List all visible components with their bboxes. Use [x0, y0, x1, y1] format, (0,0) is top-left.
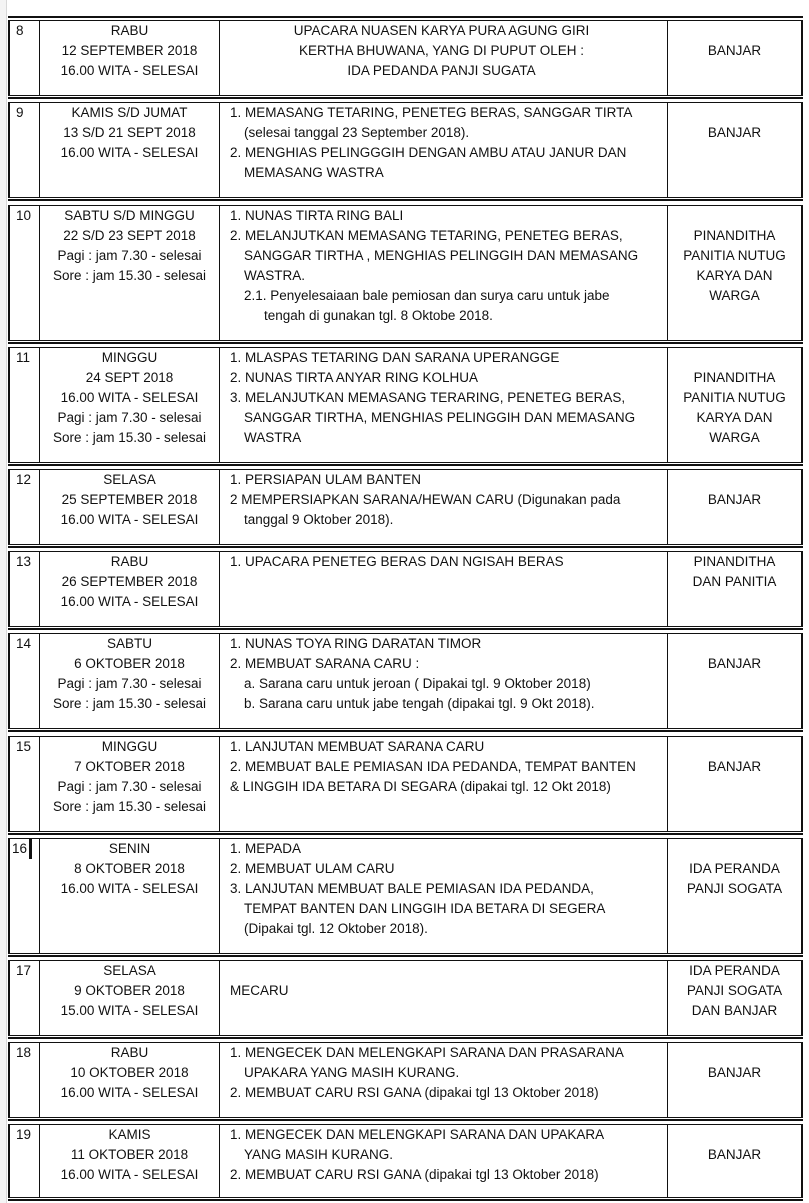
- row-activities: 1. NUNAS TIRTA RING BALI 2. MELANJUTKAN MEMASANG TETARING, PENETEG BERAS, SANGGAR TIRTHA , MENGHIAS PELINGGIH DAN MEMASANG WASTRA. 2.1. Penyelesaiaan bale pemiosan dan surya caru untuk jabe tengah di gunakan tgl. 8 Oktobe 2018.: [220, 206, 668, 340]
- row-responsible: IDA PERANDA PANJI SOGATA DAN BANJAR: [686, 963, 783, 1018]
- row-number: 18: [10, 1043, 40, 1117]
- page-edge: [0, 0, 7, 1203]
- table-row-11: [8, 347, 803, 463]
- row-date: RABU 10 OKTOBER 2018 16.00 WITA - SELESAI: [40, 1043, 220, 1117]
- table-row-19: [8, 1124, 803, 1198]
- table-row-9: [8, 102, 803, 198]
- table-top-border: [8, 16, 803, 18]
- row-responsible: BANJAR: [707, 1065, 762, 1080]
- row-responsible: PINANDITHA PANITIA NUTUG KARYA DAN WARGA: [683, 228, 786, 303]
- table-row-17: [8, 960, 803, 1036]
- row-responsible: BANJAR: [707, 125, 762, 140]
- row-activities: 1. UPACARA PENETEG BERAS DAN NGISAH BERAS: [220, 552, 668, 626]
- row-date: SENIN 8 OKTOBER 2018 16.00 WITA - SELESAI: [40, 839, 220, 953]
- table-row-18: [8, 1042, 803, 1118]
- row-activities: 1. MLASPAS TETARING DAN SARANA UPERANGGE 2. NUNAS TIRTA ANYAR RING KOLHUA 3. MELANJUTKAN MEMASANG TERARING, PENETEG BERAS, SANGGAR TIRTHA, MENGHIAS PELINGGIH DAN MEMASANG WASTRA: [220, 348, 668, 462]
- row-responsible: IDA PERANDA PANJI SOGATA: [686, 861, 783, 896]
- row-date: RABU 12 SEPTEMBER 2018 16.00 WITA - SELESAI: [40, 21, 220, 95]
- row-responsible: BANJAR: [707, 43, 762, 58]
- row-responsible: BANJAR: [707, 1147, 762, 1162]
- row-number: 17: [10, 961, 40, 1035]
- row-number: 8: [10, 21, 40, 95]
- row-activities: 1. MENGECEK DAN MELENGKAPI SARANA DAN UPAKARA YANG MASIH KURANG. 2. MEMBUAT CARU RSI GANA (dipakai tgl 13 Oktober 2018): [220, 1125, 668, 1197]
- row-activities: UPACARA NUASEN KARYA PURA AGUNG GIRI KERTHA BHUWANA, YANG DI PUPUT OLEH : IDA PEDANDA PANJI SUGATA: [220, 21, 668, 95]
- row-number: 14: [10, 634, 40, 728]
- row-date: SELASA 9 OKTOBER 2018 15.00 WITA - SELESAI: [40, 961, 220, 1035]
- table-row-10: [8, 205, 803, 341]
- row-activities: 1. MEPADA 2. MEMBUAT ULAM CARU 3. LANJUTAN MEMBUAT BALE PEMIASAN IDA PEDANDA, TEMPAT BANTEN DAN LINGGIH IDA BETARA DI SEGERA (Dipakai tgl. 12 Oktober 2018).: [220, 839, 668, 953]
- table-row-16: [8, 838, 803, 954]
- row-date: SABTU 6 OKTOBER 2018 Pagi : jam 7.30 - selesai Sore : jam 15.30 - selesai: [40, 634, 220, 728]
- row-number: 10: [10, 206, 40, 340]
- row-number: 11: [10, 348, 40, 462]
- row-number: 12: [10, 470, 40, 544]
- row-date: SABTU S/D MINGGU 22 S/D 23 SEPT 2018 Pagi : jam 7.30 - selesai Sore : jam 15.30 - selesai: [40, 206, 220, 340]
- row-activities: MECARU: [220, 961, 668, 1035]
- row-date: SELASA 25 SEPTEMBER 2018 16.00 WITA - SELESAI: [40, 470, 220, 544]
- row-number: 9: [10, 103, 40, 197]
- table-row-12: [8, 469, 803, 545]
- row-responsible: BANJAR: [707, 492, 762, 507]
- row-number: 16: [10, 839, 40, 953]
- row-number: 15: [10, 737, 40, 831]
- row-date: MINGGU 24 SEPT 2018 16.00 WITA - SELESAI Pagi : jam 7.30 - selesai Sore : jam 15.30 - selesai: [40, 348, 220, 462]
- row-number: 13: [10, 552, 40, 626]
- row-date: RABU 26 SEPTEMBER 2018 16.00 WITA - SELESAI: [40, 552, 220, 626]
- row-responsible: PINANDITHA DAN PANITIA: [692, 554, 777, 589]
- table-row-14: [8, 633, 803, 729]
- row-responsible: PINANDITHA PANITIA NUTUG KARYA DAN WARGA: [683, 370, 786, 445]
- row-number: 19: [10, 1125, 40, 1197]
- row-activities: 1. MEMASANG TETARING, PENETEG BERAS, SANGGAR TIRTA (selesai tanggal 23 September 2018). 2. MENGHIAS PELINGGGIH DENGAN AMBU ATAU JANUR DAN MEMASANG WASTRA: [220, 103, 668, 197]
- row-date: MINGGU 7 OKTOBER 2018 Pagi : jam 7.30 - selesai Sore : jam 15.30 - selesai: [40, 737, 220, 831]
- table-row-15: [8, 736, 803, 832]
- row-date: KAMIS 11 OKTOBER 2018 16.00 WITA - SELESAI: [40, 1125, 220, 1197]
- row-activities: 1. PERSIAPAN ULAM BANTEN 2 MEMPERSIAPKAN SARANA/HEWAN CARU (Digunakan pada tanggal 9 Oktober 2018).: [220, 470, 668, 544]
- row-activities: 1. NUNAS TOYA RING DARATAN TIMOR 2. MEMBUAT SARANA CARU : a. Sarana caru untuk jeroan ( Dipakai tgl. 9 Oktober 2018) b. Sarana caru untuk jabe tengah (dipakai tgl. 9 Okt 2018).: [220, 634, 668, 728]
- row-activities: 1. MENGECEK DAN MELENGKAPI SARANA DAN PRASARANA UPAKARA YANG MASIH KURANG. 2. MEMBUAT CARU RSI GANA (dipakai tgl 13 Oktober 2018): [220, 1043, 668, 1117]
- table-row-13: [8, 551, 803, 627]
- row-responsible: BANJAR: [707, 656, 762, 671]
- table-row-8: [8, 20, 803, 96]
- row-activities: 1. LANJUTAN MEMBUAT SARANA CARU 2. MEMBUAT BALE PEMIASAN IDA PEDANDA, TEMPAT BANTEN & LINGGIH IDA BETARA DI SEGARA (dipakai tgl. 12 Okt 2018): [220, 737, 668, 831]
- row-responsible: BANJAR: [707, 759, 762, 774]
- row-date: KAMIS S/D JUMAT 13 S/D 21 SEPT 2018 16.00 WITA - SELESAI: [40, 103, 220, 197]
